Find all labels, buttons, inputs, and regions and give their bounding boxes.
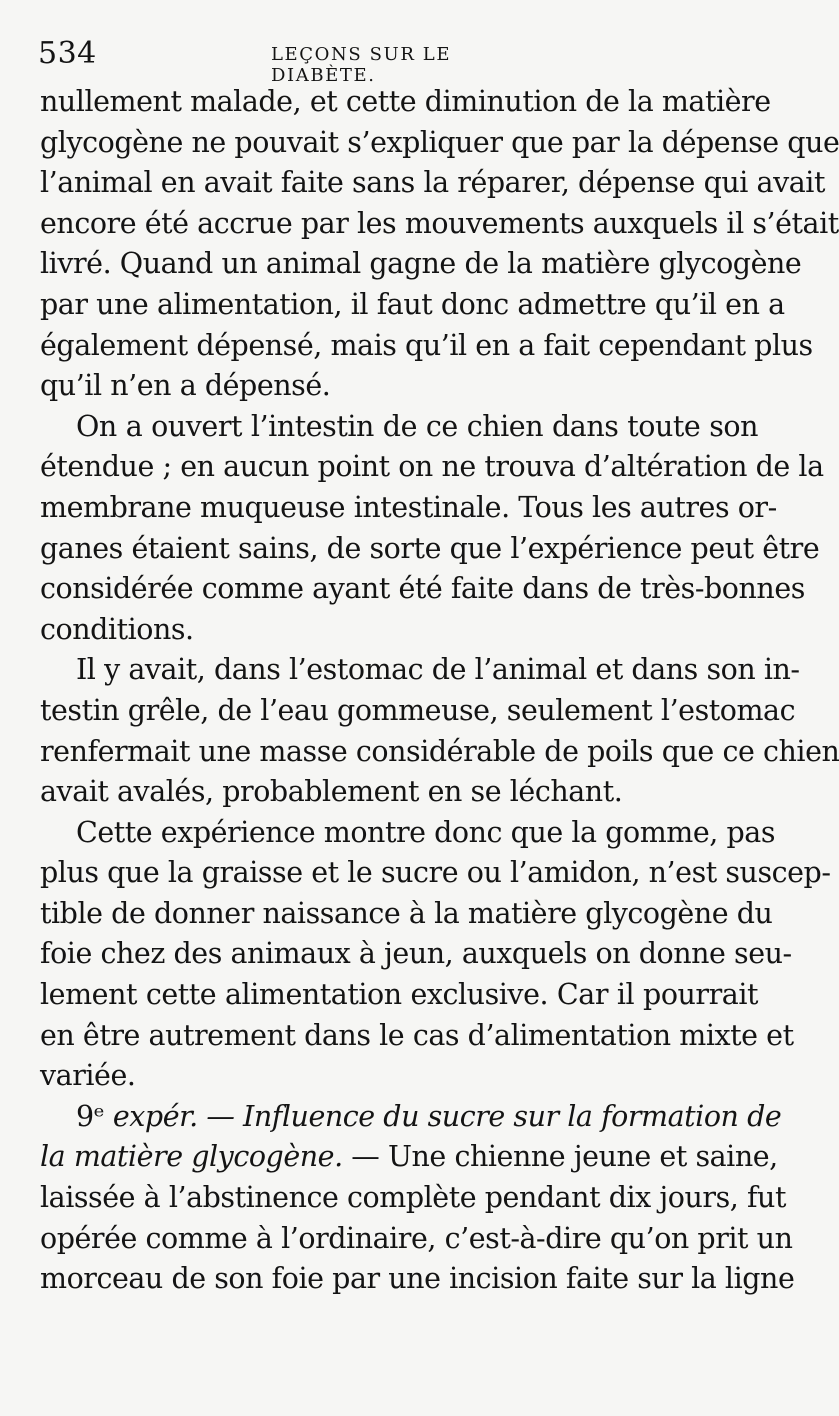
experiment-text: — Une chienne jeune et saine,	[342, 1140, 778, 1174]
text-line: considérée comme ayant été faite dans de très-bonnes	[40, 572, 805, 606]
text-line: variée.	[40, 1059, 136, 1093]
text-line: opérée comme à l’ordinaire, c’est-à-dire qu’on prit un	[40, 1221, 793, 1255]
text-line: Cette expérience montre donc que la gomme, pas	[76, 815, 776, 849]
experiment-heading-line	[40, 1097, 782, 1138]
text-line: qu’il n’en a dépensé.	[40, 369, 331, 403]
text-line: testin grêle, de l’eau gommeuse, seulement l’estomac	[40, 693, 796, 727]
experiment-label: 9ᵉ	[76, 1099, 105, 1133]
text-line: tible de donner naissance à la matière glycogène du	[40, 896, 773, 930]
text-line: Il y avait, dans l’estomac de l’animal et dans son in-	[76, 653, 800, 687]
text-line: étendue ; en aucun point on ne trouva d’altération de la	[40, 450, 824, 484]
page-number: 534	[38, 36, 97, 71]
experiment-title: expér. — Influence du sucre sur la formation de	[112, 1099, 782, 1133]
experiment-title-cont: la matière glycogène.	[40, 1140, 343, 1174]
text-line: laissée à l’abstinence complète pendant dix jours, fut	[40, 1181, 786, 1215]
text-line: morceau de son foie par une incision faite sur la ligne	[40, 1262, 795, 1296]
text-line: ganes étaient sains, de sorte que l’expérience peut être	[40, 531, 820, 565]
text-line: plus que la graisse et le sucre ou l’amidon, n’est suscep-	[40, 856, 831, 890]
text-line: par une alimentation, il faut donc admettre qu’il en a	[40, 287, 785, 321]
text-line: On a ouvert l’intestin de ce chien dans toute son	[76, 409, 758, 443]
text-line: encore été accrue par les mouvements auxquels il s’était	[40, 206, 839, 240]
page-header	[38, 34, 558, 86]
text-line: glycogène ne pouvait s’expliquer que par la dépense que	[40, 125, 839, 159]
text-line: en être autrement dans le cas d’alimentation mixte et	[40, 1018, 794, 1052]
text-line: renfermait une masse considérable de poils que ce chien	[40, 734, 839, 768]
text-line: conditions.	[40, 612, 194, 646]
text-line: l’animal en avait faite sans la réparer, dépense qui avait	[40, 166, 825, 200]
text-line: lement cette alimentation exclusive. Car il pourrait	[40, 978, 758, 1012]
running-title: LEÇONS SUR LE DIABÈTE.	[271, 44, 452, 86]
text-line: également dépensé, mais qu’il en a fait cependant plus	[40, 328, 813, 362]
text-line: membrane muqueuse intestinale. Tous les autres or-	[40, 490, 777, 524]
text-line: nullement malade, et cette diminution de la matière	[40, 85, 771, 118]
text-line: avait avalés, probablement en se léchant.	[40, 775, 623, 809]
body-text	[40, 82, 839, 1300]
text-line: foie chez des animaux à jeun, auxquels on donne seu-	[40, 937, 792, 971]
experiment-heading-line-2	[40, 1137, 778, 1178]
text-line: livré. Quand un animal gagne de la matière glycogène	[40, 247, 802, 281]
